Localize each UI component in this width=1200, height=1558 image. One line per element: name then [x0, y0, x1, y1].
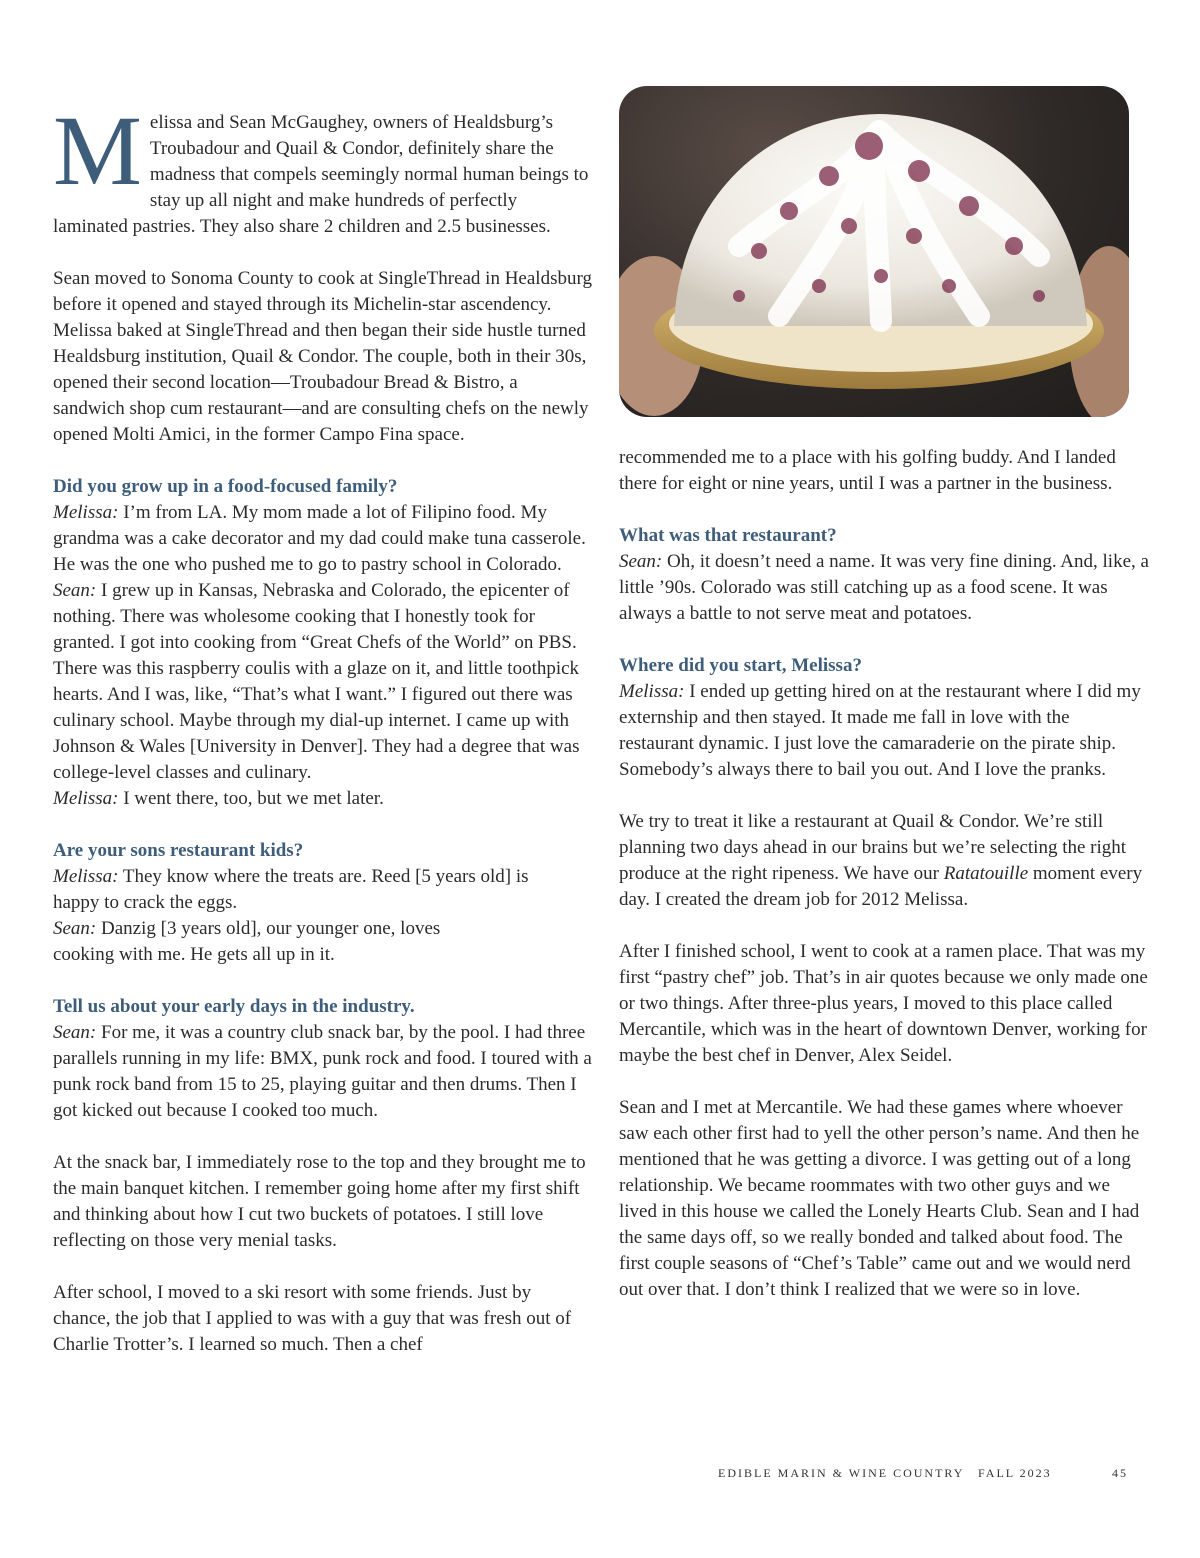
- qa-start-melissa: [619, 653, 1149, 783]
- right-column: [619, 445, 1149, 1303]
- intro-paragraph-2: Sean moved to Sonoma County to cook at SingleThread in Healdsburg before it opened and stayed through its Michelin-star ascendency. Melissa baked at SingleThread and then began their side hustle turned Healdsburg institution, Quail & Condor. The couple, both in their 30s, opened their second location—Troubadour Bread & Bistro, a sandwich shop cum restaurant—and are consulting chefs on the newly opened Molti Amici, in the former Campo Fina space.: [53, 268, 592, 445]
- text-segment: We try to treat it like a restaurant at Quail & Condor. We’re still planning two days ahead in our brains but we’re selecting the right produce at the right ripeness. We have our: [619, 811, 1127, 884]
- body-paragraph: Sean and I met at Mercantile. We had these games where whoever saw each other first had to yell the other person’s name. And then he mentioned that he was getting a divorce. I was getting out of a long relationship. We became roommates with two other guys and we lived in this house we called the Lonely Hearts Club. Sean and I had the same days off, so we really bonded and talked about food. The first couple seasons of “Chef’s Table” came out and we would nerd out over that. I don’t think I realized that we were so in love.: [619, 1097, 1140, 1300]
- speaker: Sean:: [53, 580, 97, 601]
- dome-cake-illustration: [619, 86, 1129, 417]
- speaker: Melissa:: [619, 681, 685, 702]
- body-paragraph: recommended me to a place with his golfing buddy. And I landed there for eight or nine years, until I was a partner in the business.: [619, 447, 1116, 494]
- qa-early-days: [53, 994, 593, 1124]
- speaker: Sean:: [53, 1022, 97, 1043]
- body-paragraph: At the snack bar, I immediately rose to the top and they brought me to the main banquet kitchen. I remember going home after my first shift and thinking about how I cut two buckets of potatoes. I still love reflecting on those very menial tasks.: [53, 1152, 586, 1251]
- answer: [53, 864, 543, 916]
- answer-text: They know where the treats are. Reed [5 years old] is happy to crack the eggs.: [53, 866, 529, 913]
- answer: [53, 578, 593, 786]
- speaker: Sean:: [53, 918, 97, 939]
- answer-text: I grew up in Kansas, Nebraska and Colorado, the epicenter of nothing. There was wholesome cooking that I honestly took for granted. I got into cooking from “Great Chefs of the World” on PBS. There was this raspberry coulis with a glaze on it, and little toothpick hearts. And I was, like, “That’s what I want.” I figured out there was culinary school. Maybe through my dial-up internet. I came up with Johnson & Wales [University in Denver]. They had a degree that was college-level classes and culinary.: [53, 580, 580, 783]
- body-paragraph: [619, 809, 1149, 913]
- body-paragraph: After school, I moved to a ski resort with some friends. Just by chance, the job that I applied to was with a guy that was fresh out of Charlie Trotter’s. I learned so much. Then a chef: [53, 1282, 572, 1355]
- answer-text: For me, it was a country club snack bar, by the pool. I had three parallels running in my life: BMX, punk rock and food. I toured with a punk rock band from 15 to 25, playing guitar and then drums. Then I got kicked out because I cooked too much.: [53, 1022, 592, 1121]
- speaker: Melissa:: [53, 788, 119, 809]
- magazine-name: EDIBLE MARIN & WINE COUNTRY: [718, 1466, 965, 1480]
- left-column: [53, 95, 593, 1358]
- speaker: Melissa:: [53, 502, 119, 523]
- speaker: Melissa:: [53, 866, 119, 887]
- answer-text: I went there, too, but we met later.: [118, 788, 384, 809]
- qa-family: [53, 474, 593, 812]
- answer-text: Danzig [3 years old], our younger one, loves cooking with me. He gets all up in it.: [53, 918, 441, 965]
- question-heading: Did you grow up in a food-focused family?: [53, 476, 398, 497]
- question-heading: What was that restaurant?: [619, 525, 837, 546]
- answer: [53, 916, 483, 968]
- text-segment: moment every day. I created the dream job for 2012 Melissa.: [619, 863, 1143, 910]
- issue-date: FALL 2023: [978, 1466, 1052, 1480]
- question-heading: Where did you start, Melissa?: [619, 655, 862, 676]
- speaker: Sean:: [619, 551, 663, 572]
- answer-text: I’m from LA. My mom made a lot of Filipino food. My grandma was a cake decorator and my dad could make tuna casserole. He was the one who pushed me to go to pastry school in Colorado.: [53, 502, 586, 575]
- drop-cap: M: [53, 95, 142, 206]
- film-title: Ratatouille: [943, 863, 1029, 884]
- intro-paragraph: [53, 95, 593, 240]
- question-heading: Tell us about your early days in the industry.: [53, 996, 415, 1017]
- dessert-photo: [619, 86, 1129, 417]
- answer: [53, 1020, 593, 1124]
- body-paragraph: After I finished school, I went to cook at a ramen place. That was my first “pastry chef” job. That’s in air quotes because we only made one or two things. After three-plus years, I moved to this place called Mercantile, which was in the heart of downtown Denver, working for maybe the best chef in Denver, Alex Seidel.: [619, 941, 1148, 1066]
- question-heading: Are your sons restaurant kids?: [53, 840, 304, 861]
- answer-text: I ended up getting hired on at the restaurant where I did my externship and then stayed. It made me fall in love with the restaurant dynamic. I just love the camaraderie on the pirate ship. Somebody’s always there to bail you out. And I love the pranks.: [619, 681, 1141, 780]
- answer: [619, 549, 1149, 627]
- qa-restaurant: [619, 523, 1149, 627]
- qa-sons: [53, 838, 593, 968]
- page-number: 45: [1112, 1466, 1128, 1480]
- answer: [53, 786, 593, 812]
- answer: [619, 679, 1149, 783]
- answer-text: Oh, it doesn’t need a name. It was very fine dining. And, like, a little ’90s. Colorado was still catching up as a food scene. It was always a battle to not serve meat and potatoes.: [619, 551, 1149, 624]
- answer: [53, 500, 593, 578]
- intro-text: elissa and Sean McGaughey, owners of Healdsburg’s Troubadour and Quail & Condor, definitely share the madness that compels seemingly normal human beings to stay up all night and make hundreds of perfectly laminated pastries. They also share 2 children and 2.5 businesses.: [53, 112, 589, 237]
